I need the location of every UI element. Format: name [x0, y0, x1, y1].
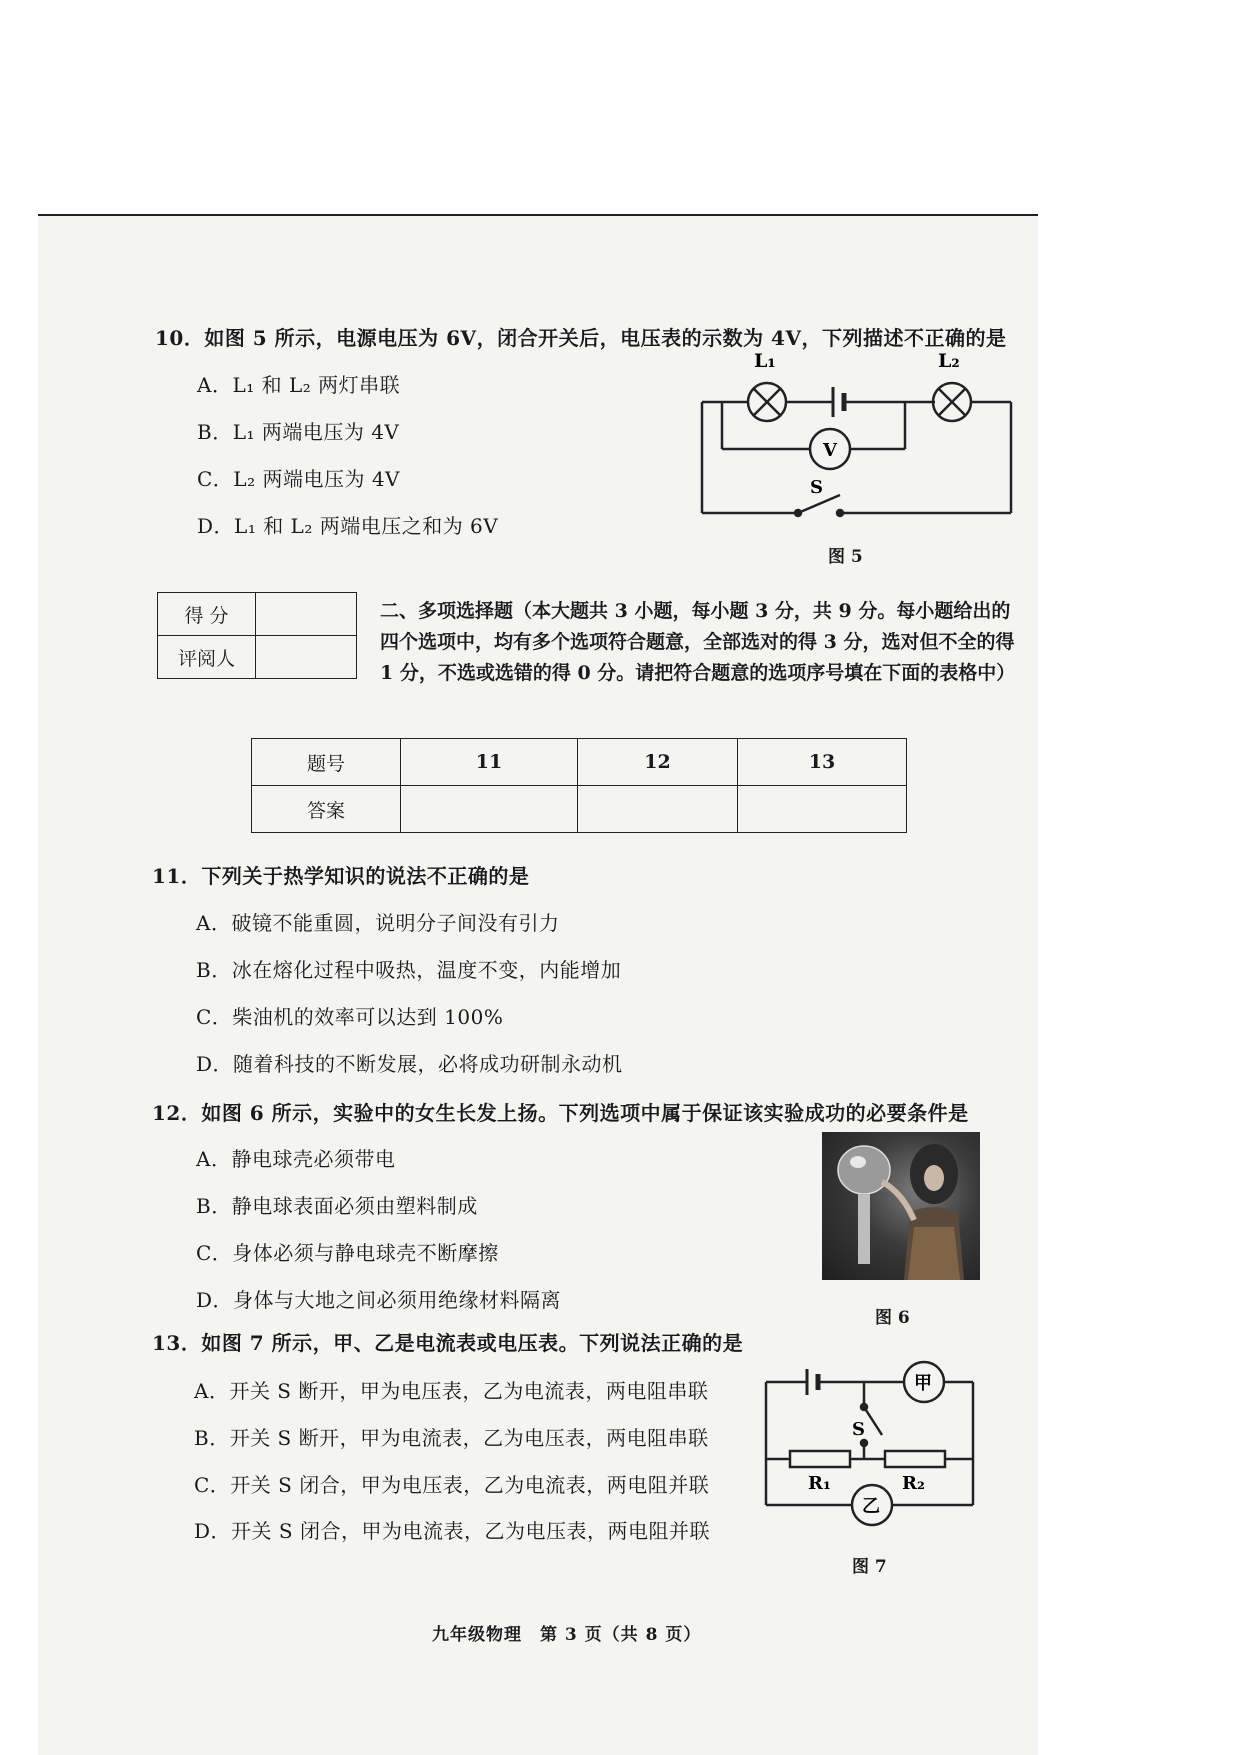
q13-option-b: B．开关 S 断开，甲为电流表，乙为电压表，两电阻串联: [194, 1426, 709, 1450]
q12-option-b: B．静电球表面必须由塑料制成: [196, 1194, 478, 1218]
q10-stem: 10．如图 5 所示，电源电压为 6V，闭合开关后，电压表的示数为 4V，下列描述不正确的是: [155, 326, 1007, 350]
score-cell: [256, 593, 357, 636]
fig5-voltmeter-label: V: [823, 440, 837, 461]
grader-label: 评阅人: [158, 636, 256, 679]
answer-table-number-12: 12: [578, 739, 738, 786]
q13-option-d: D．开关 S 闭合，甲为电流表，乙为电压表，两电阻并联: [194, 1519, 710, 1543]
q10-option-c: C．L₂ 两端电压为 4V: [197, 467, 400, 491]
q13-option-a: A．开关 S 断开，甲为电压表，乙为电流表，两电阻串联: [194, 1379, 709, 1403]
score-label: 得 分: [158, 593, 256, 636]
figure-5-circuit: [690, 345, 1020, 530]
q12-option-c: C．身体必须与静电球壳不断摩擦: [196, 1241, 499, 1265]
q11-option-a: A．破镜不能重圆，说明分子间没有引力: [196, 911, 560, 935]
figure-7-circuit: [760, 1355, 982, 1535]
fig7-meter-b-label: 乙: [862, 1496, 880, 1517]
fig5-label-l2: L₂: [938, 350, 960, 372]
q11-option-b: B．冰在熔化过程中吸热，温度不变，内能增加: [196, 958, 622, 982]
figure-6-photo: [822, 1132, 980, 1280]
fig7-meter-a-label: 甲: [914, 1373, 932, 1394]
q10-option-b: B．L₁ 两端电压为 4V: [197, 420, 400, 444]
q10-option-d: D．L₁ 和 L₂ 两端电压之和为 6V: [197, 514, 499, 538]
section-2-instructions: 二、多项选择题（本大题共 3 小题，每小题 3 分，共 9 分。每小题给出的四个选项中，均有多个选项符合题意，全部选对的得 3 分，选对但不全的得 1 分，不选或选错的得 0 分。请把符合题意的选项序号填在下面的表格中）: [380, 600, 1016, 684]
q12-option-d: D．身体与大地之间必须用绝缘材料隔离: [196, 1288, 562, 1312]
figure-5-caption: 图 5: [828, 547, 863, 567]
grader-cell: [256, 636, 357, 679]
q12-option-a: A．静电球壳必须带电: [196, 1147, 396, 1171]
answer-cell-11: [401, 786, 578, 833]
figure-7-caption: 图 7: [852, 1557, 887, 1577]
score-box: [157, 592, 357, 679]
q10-option-a: A．L₁ 和 L₂ 两灯串联: [197, 373, 401, 397]
figure-6-caption: 图 6: [875, 1308, 910, 1328]
fig7-r1-label: R₁: [808, 1473, 831, 1494]
q13-option-c: C．开关 S 闭合，甲为电压表，乙为电流表，两电阻并联: [194, 1473, 710, 1497]
q11-option-d: D．随着科技的不断发展，必将成功研制永动机: [196, 1052, 623, 1076]
fig5-switch-label: S: [810, 477, 823, 498]
fig7-r2-label: R₂: [902, 1473, 925, 1494]
q12-stem: 12．如图 6 所示，实验中的女生长发上扬。下列选项中属于保证该实验成功的必要条件是: [152, 1101, 969, 1125]
answer-table-answer-label: 答案: [252, 786, 401, 833]
q11-stem: 11．下列关于热学知识的说法不正确的是: [152, 864, 530, 888]
q11-option-c: C．柴油机的效率可以达到 100%: [196, 1005, 504, 1029]
answer-table-number-13: 13: [738, 739, 907, 786]
page-footer: 九年级物理 第 3 页（共 8 页）: [432, 1625, 702, 1645]
answer-table: [251, 738, 907, 833]
answer-cell-12: [578, 786, 738, 833]
fig5-label-l1: L₁: [754, 350, 776, 372]
q13-stem: 13．如图 7 所示，甲、乙是电流表或电压表。下列说法正确的是: [152, 1331, 744, 1355]
fig7-switch-label: S: [852, 1419, 865, 1440]
answer-table-number-11: 11: [401, 739, 578, 786]
answer-table-header-label: 题号: [252, 739, 401, 786]
answer-cell-13: [738, 786, 907, 833]
